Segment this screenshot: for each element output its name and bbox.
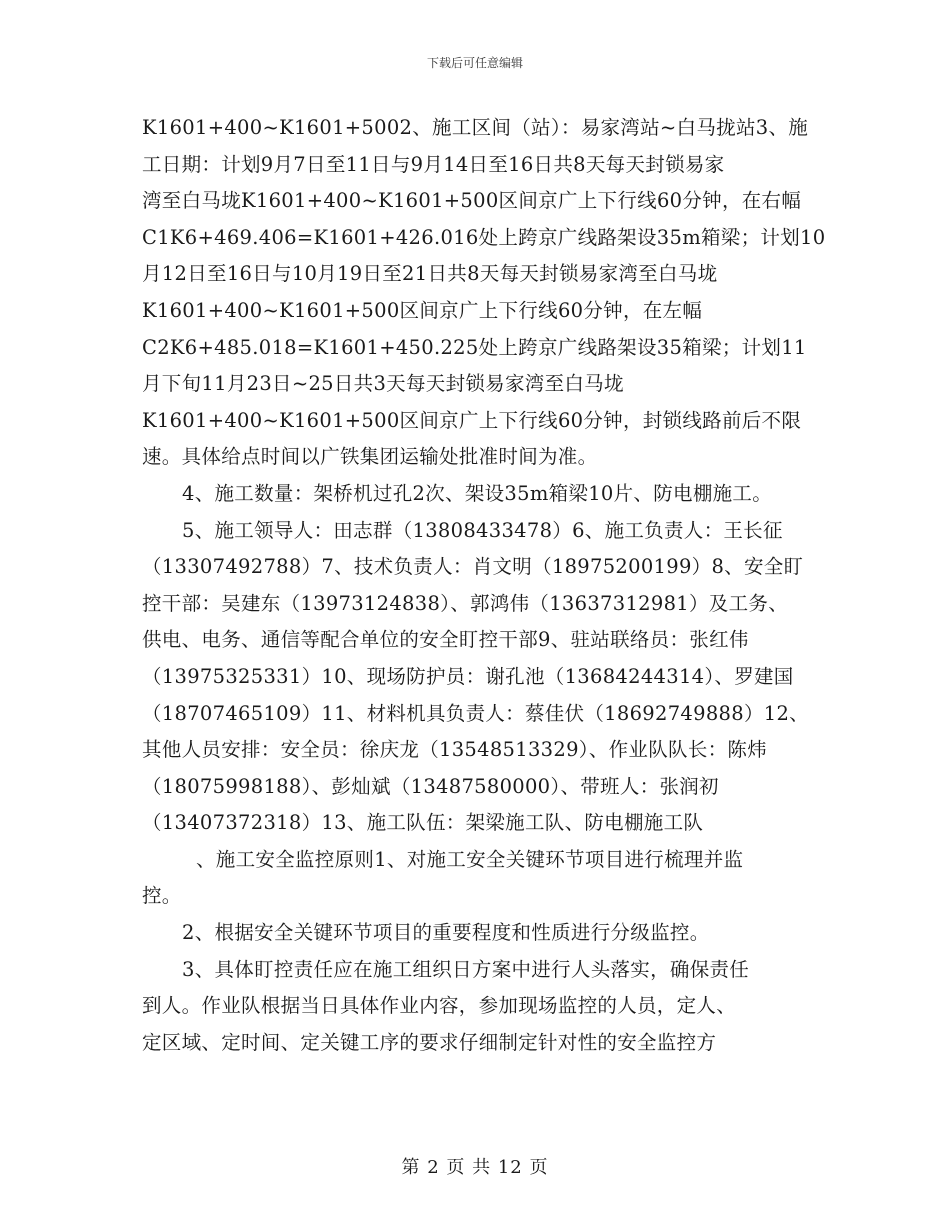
text-line: （13407372318）13、施工队伍：架梁施工队、防电棚施工队 — [142, 811, 704, 835]
text-line: （18707465109）11、材料机具负责人：蔡佳伏（18692749888）12、 — [142, 701, 809, 725]
text-line: C1K6+469.406=K1601+426.016处上跨京广线路架设35m箱梁；计划10 — [142, 225, 826, 249]
text-line: 3、具体盯控责任应在施工组织日方案中进行人头落实，确保责任 — [182, 957, 750, 981]
page-number: 第 2 页 共 12 页 — [401, 1157, 549, 1178]
text-line: 5、施工领导人：田志群（13808433478）6、施工负责人：王长征 — [182, 518, 783, 542]
text-line: 2、根据安全关键环节项目的重要程度和性质进行分级监控。 — [182, 921, 710, 945]
page-header-note: 下载后可任意编辑 — [426, 56, 523, 70]
text-line: 工日期：计划9月7日至11日与9月14日至16日共8天每天封锁易家 — [142, 152, 725, 176]
text-line: 月12日至16日与10月19日至21日共8天每天封锁易家湾至白马垅 — [142, 262, 718, 286]
text-line: 供电、电务、通信等配合单位的安全盯控干部9、驻站联络员：张红伟 — [142, 628, 749, 652]
text-line: （18075998188）、彭灿斌（13487580000）、带班人：张润初 — [142, 774, 719, 798]
text-line: 、施工安全监控原则1、对施工安全关键环节项目进行梳理并监 — [196, 847, 744, 871]
text-line: （13975325331）10、现场防护员：谢孔池（13684244314）、罗建国 — [142, 664, 794, 688]
text-line: K1601+400~K1601+500区间京广上下行线60分钟，封锁线路前后不限 — [142, 408, 802, 432]
document-body — [142, 110, 826, 1061]
text-line: K1601+400~K1601+500区间京广上下行线60分钟，在左幅 — [142, 298, 703, 322]
text-line: 控。 — [142, 884, 182, 908]
text-line: 定区域、定时间、定关键工序的要求仔细制定针对性的安全监控方 — [142, 1030, 717, 1054]
text-line: 到人。作业队根据当日具体作业内容，参加现场监控的人员，定人、 — [142, 994, 737, 1018]
text-line: 其他人员安排：安全员：徐庆龙（13548513329）、作业队队长：陈炜 — [142, 738, 768, 762]
text-line: 湾至白马垅K1601+400~K1601+500区间京广上下行线60分钟，在右幅 — [142, 189, 802, 213]
text-line: 控干部：吴建东（13973124838）、郭鸿伟（13637312981）及工务、 — [142, 591, 788, 615]
text-line: C2K6+485.018=K1601+450.225处上跨京广线路架设35箱梁；计划11 — [142, 335, 807, 359]
text-line: （13307492788）7、技术负责人：肖文明（18975200199）8、安全盯 — [142, 555, 804, 579]
text-line: 月下旬11月23日~25日共3天每天封锁易家湾至白马垅 — [142, 372, 624, 396]
text-line: K1601+400~K1601+5002、施工区间（站）：易家湾站~白马拢站3、施 — [142, 116, 809, 139]
text-line: 速。具体给点时间以广铁集团运输处批准时间为准。 — [142, 445, 598, 469]
text-line: 4、施工数量：架桥机过孔2次、架设35m箱梁10片、防电棚施工。 — [182, 481, 773, 505]
